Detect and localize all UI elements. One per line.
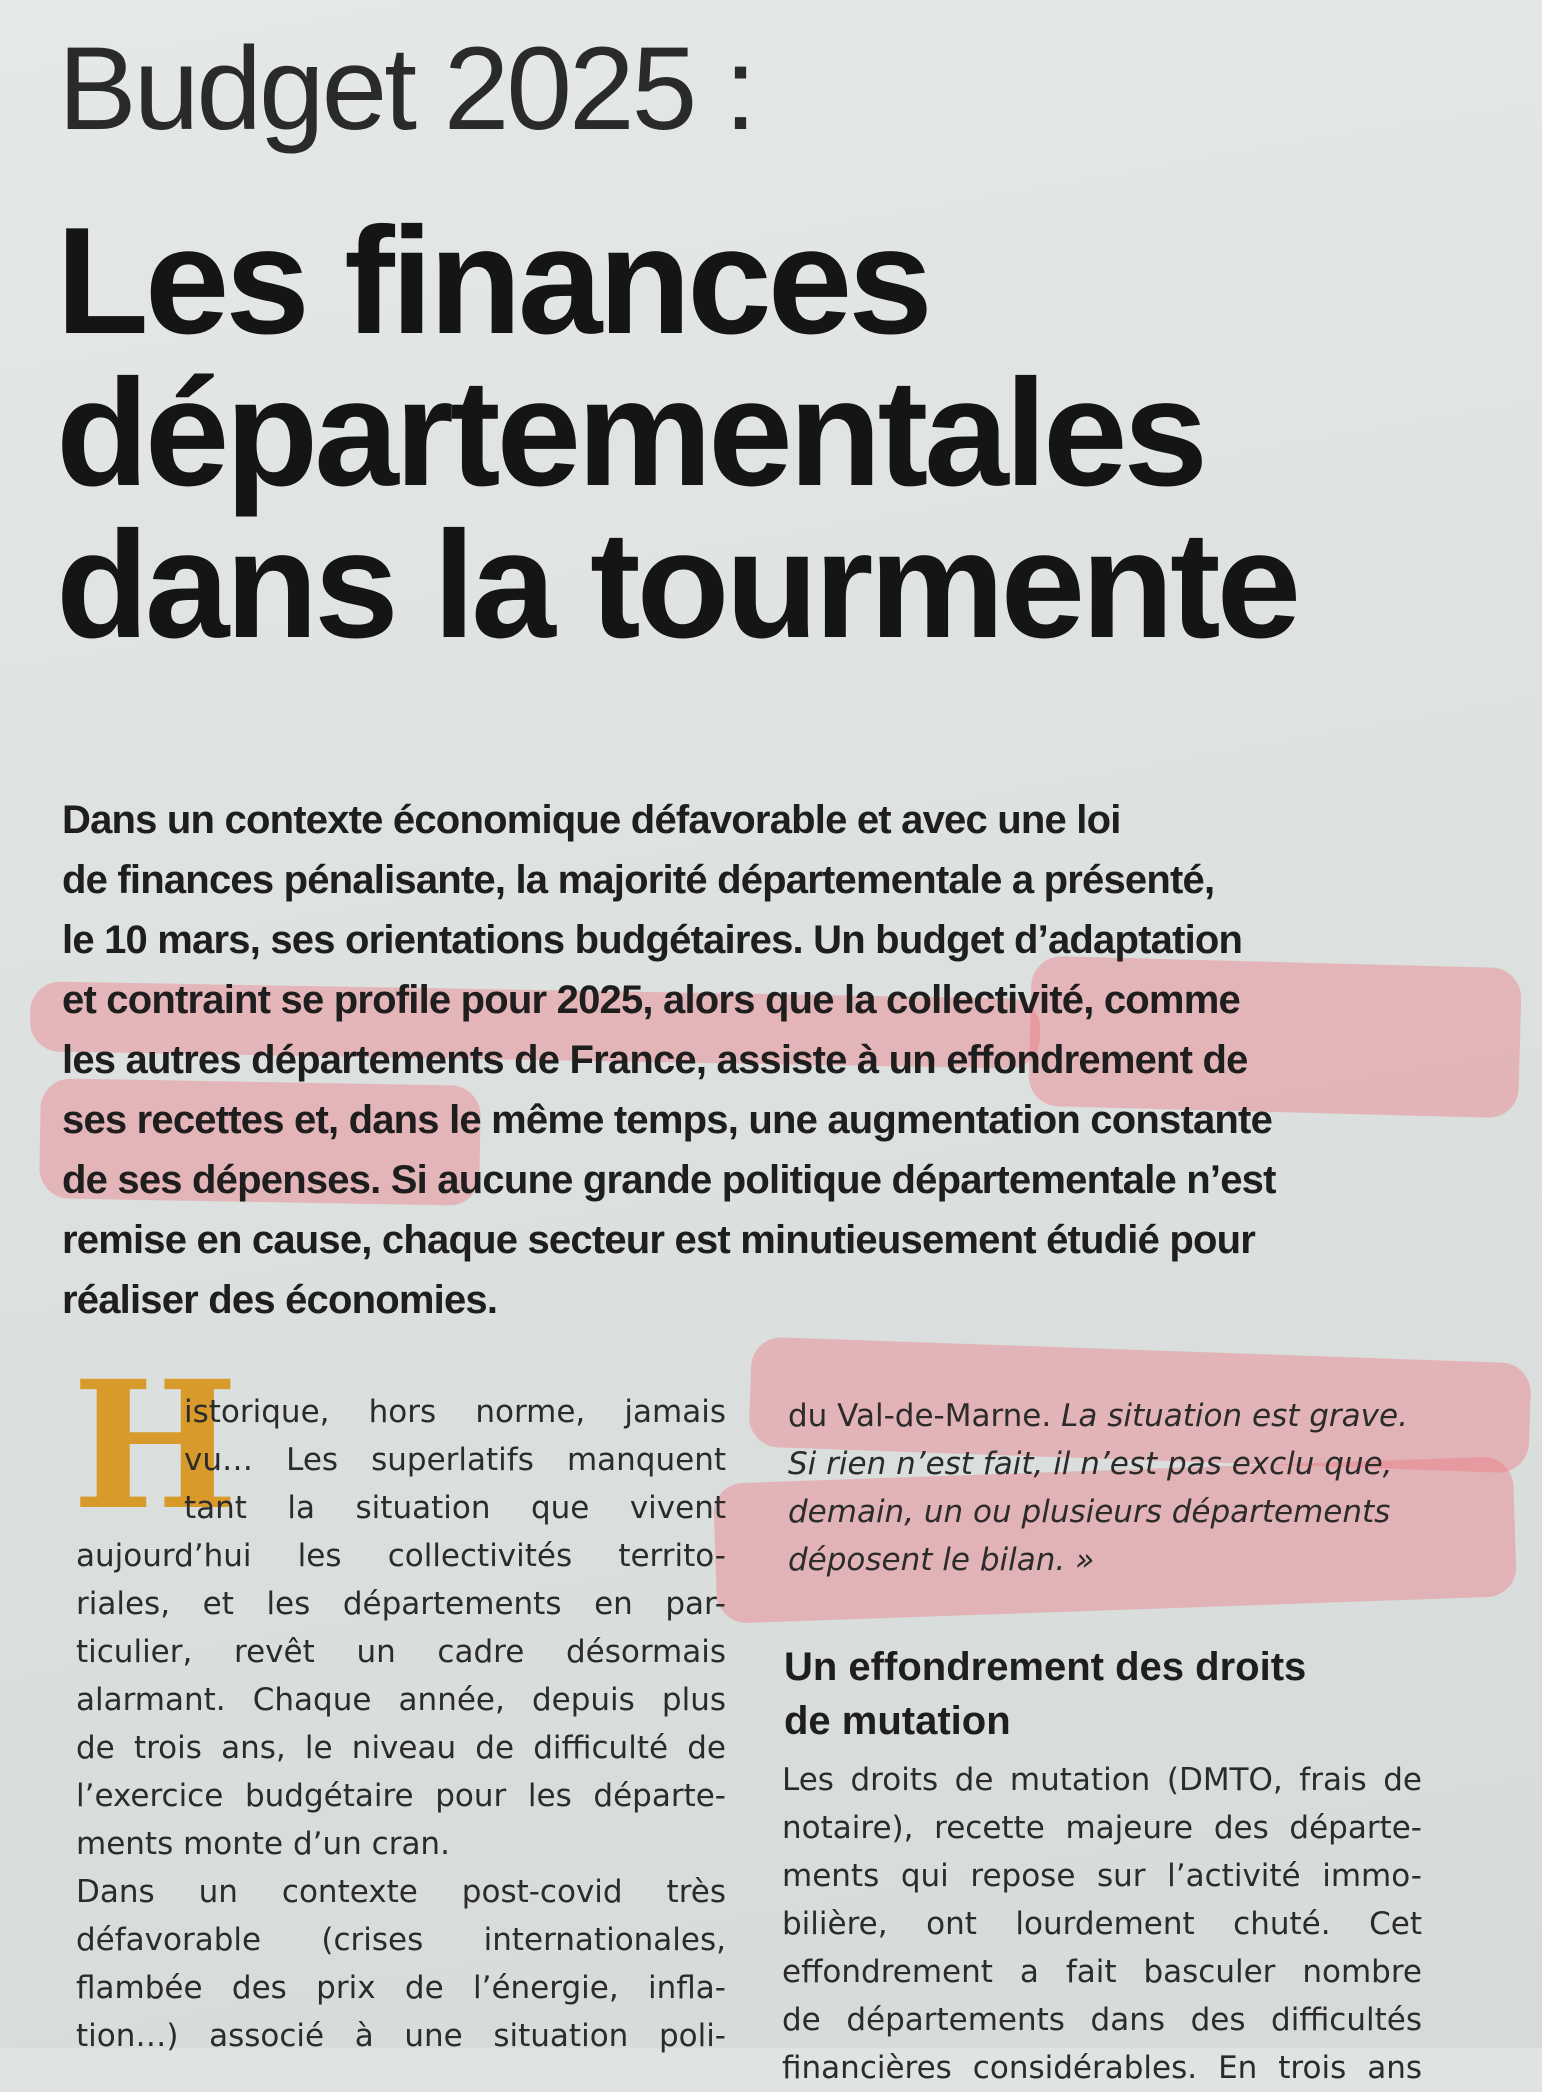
body-line: défavorable (crises internationales, xyxy=(76,1922,726,1958)
section-heading xyxy=(784,1640,1464,1748)
body-line: financières considérables. En trois ans xyxy=(782,2050,1422,2086)
body-line: ments monte d’un cran. xyxy=(76,1826,450,1862)
body-line: effondrement a fait basculer nombre xyxy=(782,1954,1422,1990)
body-line: alarmant. Chaque année, depuis plus xyxy=(76,1682,726,1718)
quote-line: Si rien n’est fait, il n’est pas exclu que, xyxy=(788,1446,1393,1482)
body-line: istorique, hors norme, jamais xyxy=(184,1394,726,1430)
lead-line: les autres départements de France, assiste à un effondrement de xyxy=(62,1038,1248,1082)
section-heading-line: de mutation xyxy=(784,1699,1011,1743)
lead-line: réaliser des économies. xyxy=(62,1278,498,1322)
body-line: bilière, ont lourdement chuté. Cet xyxy=(782,1906,1422,1942)
body-line: Les droits de mutation (DMTO, frais de xyxy=(782,1762,1422,1798)
body-line: ticulier, revêt un cadre désormais xyxy=(76,1634,726,1670)
body-line: vu… Les superlatifs manquent xyxy=(184,1442,726,1478)
quote-line: déposent le bilan. » xyxy=(788,1542,1095,1578)
quote-lead: du Val-de-Marne. xyxy=(788,1398,1052,1434)
body-line: de départements dans des difficultés xyxy=(782,2002,1422,2038)
quote-block xyxy=(788,1392,1458,1584)
body-line: l’exercice budgétaire pour les départe- xyxy=(76,1778,726,1814)
body-line: flambée des prix de l’énergie, infla- xyxy=(76,1970,726,2006)
kicker-title: Budget 2025 : xyxy=(58,23,754,155)
lead-line: de finances pénalisante, la majorité départementale a présenté, xyxy=(62,858,1215,902)
headline xyxy=(56,196,1496,670)
headline-line: départementales xyxy=(56,348,1205,518)
quote-text xyxy=(788,1392,1458,1584)
quote-line: demain, un ou plusieurs départements xyxy=(788,1494,1391,1530)
body-line: aujourd’hui les collectivités territo- xyxy=(76,1538,726,1574)
headline-line: Les finances xyxy=(56,196,929,366)
lead-line: et contraint se profile pour 2025, alors que la collectivité, comme xyxy=(62,978,1240,1022)
body-line: Dans un contexte post-covid très xyxy=(76,1874,726,1910)
body-line: riales, et les départements en par- xyxy=(76,1586,726,1622)
lead-line: le 10 mars, ses orientations budgétaires. Un budget d’adaptation xyxy=(62,918,1243,962)
body-line: tant la situation que vivent xyxy=(184,1490,726,1526)
lead-paragraph xyxy=(62,790,1492,1330)
lead-line: Dans un contexte économique défavorable et avec une loi xyxy=(62,798,1121,842)
section-heading-line: Un effondrement des droits xyxy=(784,1645,1307,1689)
body-line: notaire), recette majeure des départe- xyxy=(782,1810,1422,1846)
lead-line: de ses dépenses. Si aucune grande politique départementale n’est xyxy=(62,1158,1276,1202)
body-line: ments qui repose sur l’activité immo- xyxy=(782,1858,1422,1894)
body-column-left xyxy=(76,1388,726,2060)
body-column-right xyxy=(782,1756,1422,2092)
body-line: tion…) associé à une situation poli- xyxy=(76,2018,726,2054)
body-line: de trois ans, le niveau de difficulté de xyxy=(76,1730,726,1766)
quote-line: La situation est grave. xyxy=(1061,1398,1408,1434)
headline-line: dans la tourmente xyxy=(56,500,1298,670)
lead-line: remise en cause, chaque secteur est minutieusement étudié pour xyxy=(62,1218,1256,1262)
dropcap-letter: H xyxy=(72,1342,239,1549)
lead-line: ses recettes et, dans le même temps, une augmentation constante xyxy=(62,1098,1273,1142)
